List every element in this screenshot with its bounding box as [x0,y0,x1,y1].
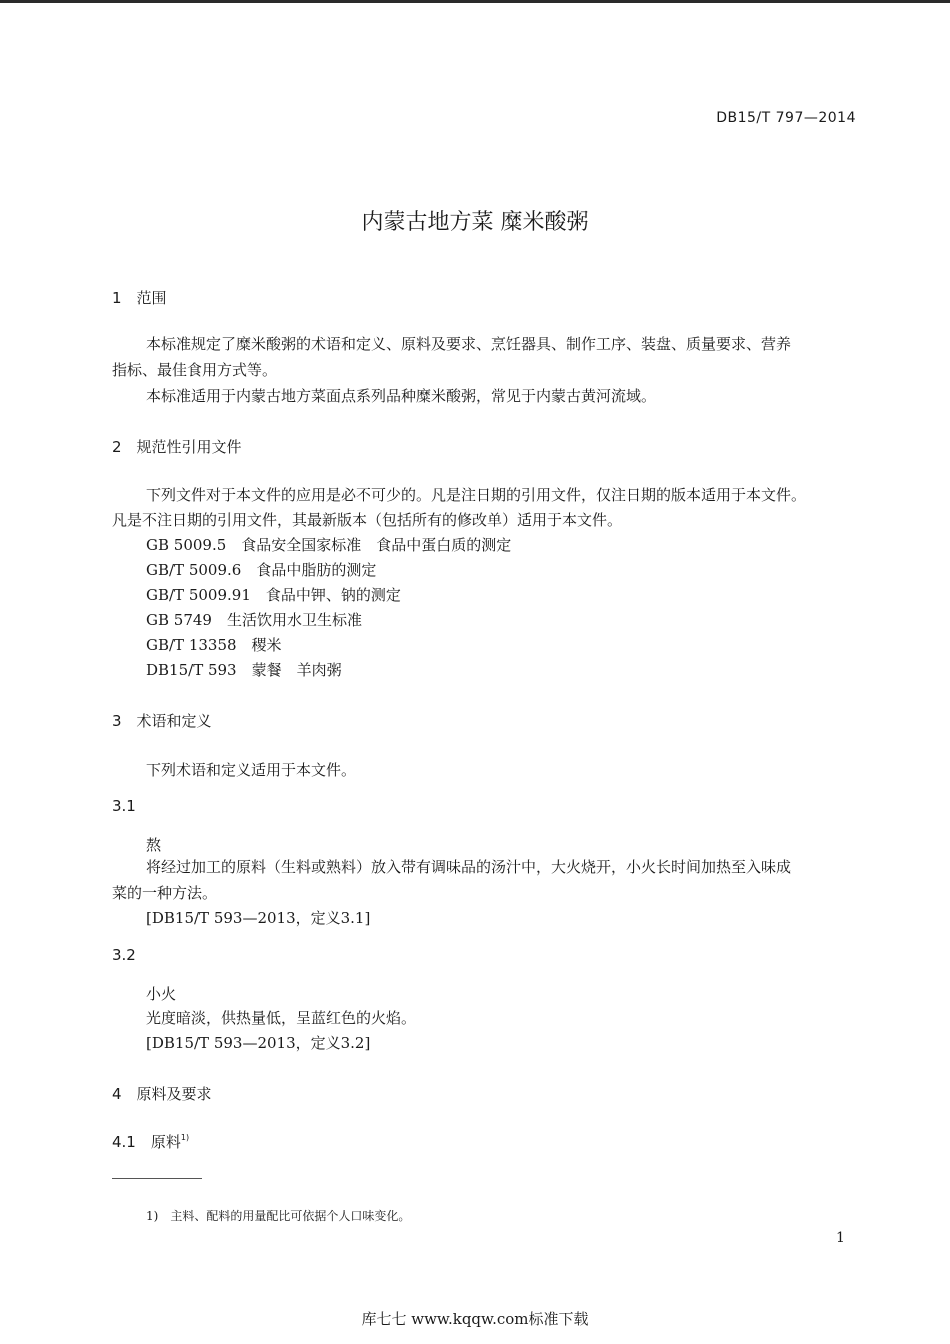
section-4-1-heading-text: 4.1 原料 [112,1133,181,1151]
section-3-heading: 3 术语和定义 [112,712,212,730]
footnote-marker: 1) [180,1133,190,1142]
term-3-2-number: 3.2 [112,946,136,964]
section-2-paragraph-line-2: 凡是不注日期的引用文件，其最新版本（包括所有的修改单）适用于本文件。 [112,511,623,529]
watermark-text: 库七七 www.kqqw.com标准下载 [361,1310,589,1328]
reference-item: GB/T 5009.91 食品中钾、钠的测定 [146,586,401,604]
term-3-2-name: 小火 [146,985,177,1003]
section-1-heading: 1 范围 [112,289,167,307]
term-3-1-name: 熬 [146,836,162,854]
reference-item: GB/T 13358 稷米 [146,636,282,654]
term-3-2-definition: 光度暗淡，供热量低，呈蓝红色的火焰。 [146,1009,417,1027]
reference-item: GB 5749 生活饮用水卫生标准 [146,611,362,629]
reference-item: GB 5009.5 食品安全国家标准 食品中蛋白质的测定 [146,536,512,554]
term-3-1-source: [DB15/T 593—2013，定义3.1] [146,909,371,927]
term-3-2-source: [DB15/T 593—2013，定义3.2] [146,1034,371,1052]
term-3-1-definition-line-1: 将经过加工的原料（生料或熟料）放入带有调味品的汤汁中，大火烧开，小火长时间加热至入味成 [146,858,792,876]
term-3-1-number: 3.1 [112,797,136,815]
section-3-intro: 下列术语和定义适用于本文件。 [146,761,357,779]
section-1-paragraph-1-line-1: 本标准规定了糜米酸粥的术语和定义、原料及要求、烹饪器具、制作工序、装盘、质量要求、营养 [146,335,792,353]
reference-item: DB15/T 593 蒙餐 羊肉粥 [146,661,342,679]
page-title: 内蒙古地方菜 糜米酸粥 [361,210,589,235]
section-2-paragraph-line-1: 下列文件对于本文件的应用是必不可少的。凡是注日期的引用文件，仅注日期的版本适用于本文件。 [146,486,807,504]
document-number: DB15/T 797—2014 [716,110,856,126]
section-1-paragraph-1-line-2: 指标、最佳食用方式等。 [112,361,278,379]
term-3-1-definition-line-2: 菜的一种方法。 [112,884,218,902]
section-4-heading: 4 原料及要求 [112,1085,212,1103]
section-1-paragraph-2: 本标准适用于内蒙古地方菜面点系列品种糜米酸粥，常见于内蒙古黄河流域。 [146,387,657,405]
top-rule [0,0,950,3]
footnote-text: 1) 主料、配料的用量配比可依据个人口味变化。 [146,1209,411,1223]
section-4-1-heading [112,1131,189,1152]
reference-item: GB/T 5009.6 食品中脂肪的测定 [146,561,377,579]
section-2-heading: 2 规范性引用文件 [112,438,242,456]
page-number: 1 [836,1230,845,1246]
footnote-rule [112,1178,202,1179]
